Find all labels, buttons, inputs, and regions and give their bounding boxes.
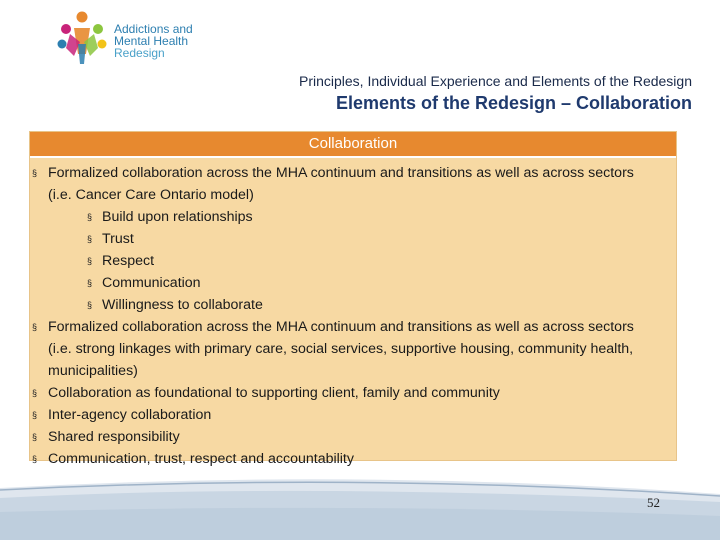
sub-list-item [30, 250, 676, 272]
bullet-icon: § [87, 300, 93, 310]
logo-line-2: Mental Health [114, 34, 189, 48]
list-item-text: Willingness to collaborate [102, 297, 263, 313]
collaboration-table [29, 131, 677, 467]
logo-line-3: Redesign [114, 46, 165, 60]
footer-swoosh [0, 472, 720, 540]
page-number: 52 [647, 495, 660, 510]
sub-list-item [30, 272, 676, 294]
list-item [30, 404, 676, 426]
list-item-text: Shared responsibility [48, 429, 180, 445]
slide-title: Elements of the Redesign – Collaboration [335, 93, 692, 113]
logo-line-1: Addictions and [114, 22, 193, 36]
list-item-text: Communication, trust, respect and accountability [48, 451, 354, 467]
logo [52, 8, 212, 70]
list-item [30, 426, 676, 448]
slide-subtitle: Principles, Individual Experience and Elements of the Redesign [298, 73, 692, 89]
list-item-text: Inter-agency collaboration [48, 407, 212, 423]
sub-list-item [30, 228, 676, 250]
bullet-icon: § [32, 432, 38, 442]
list-item-text: Collaboration as foundational to supporting client, family and community [48, 385, 500, 401]
bullet-icon: § [32, 168, 38, 178]
logo-wordmark [114, 23, 193, 59]
list-item-text: Respect [102, 253, 155, 269]
logo-figures-icon [52, 8, 112, 68]
bullet-list [30, 158, 676, 470]
list-item [30, 448, 676, 470]
bullet-icon: § [32, 410, 38, 420]
list-item-text: Build upon relationships [102, 209, 253, 225]
list-item [30, 162, 676, 206]
bullet-icon: § [87, 256, 93, 266]
bullet-icon: § [32, 454, 38, 464]
table-header: Collaboration [30, 132, 676, 158]
list-item-text: Formalized collaboration across the MHA continuum and transitions as well as across sectors (i.e. strong linkages with primary care, social services, supportive housing, community health, municipalities) [48, 319, 634, 379]
sub-list-item [30, 206, 676, 228]
bullet-icon: § [32, 388, 38, 398]
sub-list-item [30, 294, 676, 316]
list-item [30, 316, 676, 382]
bullet-icon: § [32, 322, 38, 332]
bullet-icon: § [87, 278, 93, 288]
list-item-text: Formalized collaboration across the MHA continuum and transitions as well as across sectors (i.e. Cancer Care Ontario model) [48, 165, 634, 203]
list-item [30, 382, 676, 404]
list-item-text: Communication [102, 275, 201, 291]
list-item-text: Trust [102, 231, 134, 247]
bullet-icon: § [87, 212, 93, 222]
bullet-icon: § [87, 234, 93, 244]
